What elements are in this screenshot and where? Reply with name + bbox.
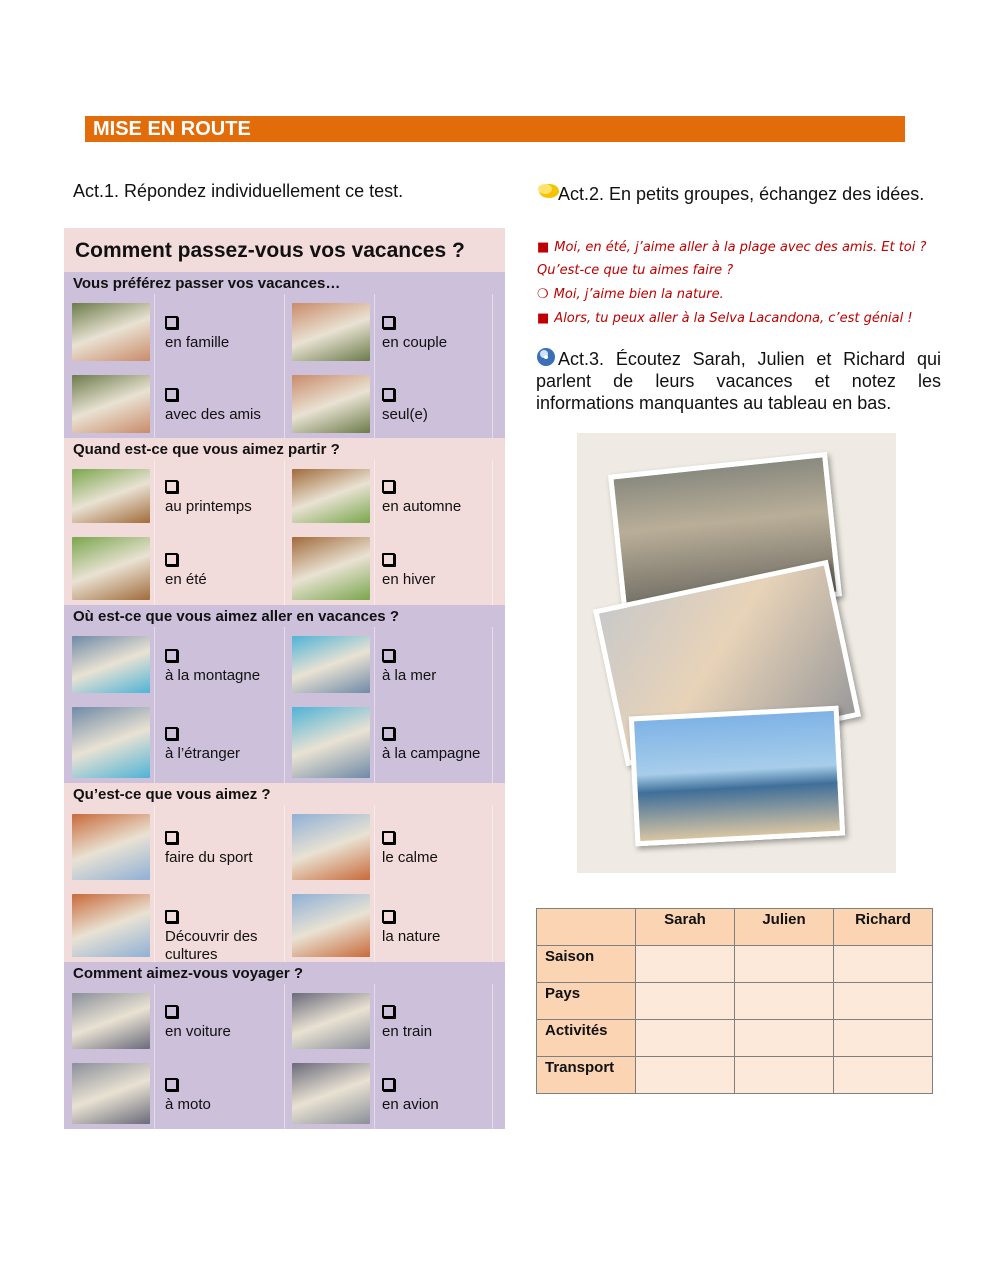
answer-cell[interactable] — [636, 983, 735, 1020]
survey-option[interactable] — [382, 1005, 492, 1041]
answer-cell[interactable] — [636, 946, 735, 983]
option-photo — [292, 375, 370, 433]
option-photo — [72, 303, 150, 361]
cell-divider — [492, 627, 493, 783]
survey-option[interactable] — [165, 649, 275, 685]
column-header: Richard — [834, 909, 933, 946]
checkbox-icon[interactable] — [165, 649, 178, 662]
option-label: en voiture — [165, 1023, 231, 1040]
survey-option[interactable] — [165, 910, 275, 964]
answer-cell[interactable] — [834, 983, 933, 1020]
survey-option[interactable] — [165, 388, 275, 424]
dialogue-line — [537, 263, 733, 278]
table-row — [537, 983, 933, 1020]
option-photo — [292, 1063, 370, 1124]
option-photo — [72, 707, 150, 778]
option-photo — [292, 469, 370, 523]
activity-2-instruction — [536, 183, 936, 205]
option-label: en couple — [382, 334, 448, 351]
answer-cell[interactable] — [735, 1020, 834, 1057]
dialogue-text: Qu’est-ce que tu aimes faire ? — [537, 263, 734, 278]
section-heading: Quand est-ce que vous aimez partir ? — [73, 441, 340, 458]
row-header: Pays — [537, 983, 636, 1020]
checkbox-icon[interactable] — [382, 553, 395, 566]
cell-divider — [154, 294, 155, 438]
survey-option[interactable] — [382, 831, 492, 867]
option-label: en avion — [382, 1095, 439, 1113]
cell-divider — [284, 627, 285, 783]
banner-title: MISE EN ROUTE — [93, 118, 251, 140]
cell-divider — [492, 984, 493, 1129]
survey-option[interactable] — [165, 553, 275, 589]
cell-divider — [154, 805, 155, 962]
checkbox-icon[interactable] — [382, 649, 395, 662]
option-photo — [72, 636, 150, 693]
audio-cd-icon — [536, 348, 556, 364]
option-label: à moto — [165, 1095, 211, 1113]
row-header: Saison — [537, 946, 636, 983]
survey-option[interactable] — [165, 831, 275, 867]
photo-collage — [577, 433, 896, 873]
cell-divider — [374, 460, 375, 605]
option-label: Découvrir des cultures — [165, 927, 258, 963]
option-photo — [72, 375, 150, 433]
option-label: en été — [165, 570, 207, 588]
listening-grid — [536, 908, 933, 1094]
checkbox-icon[interactable] — [382, 388, 395, 401]
survey-option[interactable] — [165, 1005, 275, 1041]
option-photo — [292, 303, 370, 361]
answer-cell[interactable] — [834, 1020, 933, 1057]
dialogue-text: Alors, tu peux aller à la Selva Lacandona, c’est génial ! — [554, 311, 913, 326]
checkbox-icon[interactable] — [165, 480, 178, 493]
dialogue-text: Moi, j’aime bien la nature. — [553, 287, 724, 302]
option-photo — [72, 469, 150, 523]
checkbox-icon[interactable] — [165, 388, 178, 401]
option-label: faire du sport — [165, 849, 253, 866]
option-photo — [72, 1063, 150, 1124]
table-row — [537, 1057, 933, 1094]
cell-divider — [154, 984, 155, 1129]
survey-option[interactable] — [382, 316, 492, 352]
answer-cell[interactable] — [636, 1057, 735, 1094]
survey-option[interactable] — [382, 480, 492, 516]
option-photo — [292, 894, 370, 957]
answer-cell[interactable] — [735, 1057, 834, 1094]
cell-divider — [374, 805, 375, 962]
checkbox-icon[interactable] — [165, 910, 178, 923]
option-photo — [72, 894, 150, 957]
column-header — [537, 909, 636, 946]
dialogue-text: Moi, en été, j’aime aller à la plage avec des amis. Et toi ? — [554, 240, 927, 255]
option-label: en hiver — [382, 570, 436, 588]
activity-2-text: Act.2. En petits groupes, échangez des idées. — [558, 184, 925, 204]
survey-option[interactable] — [382, 553, 492, 589]
checkbox-icon[interactable] — [382, 727, 395, 740]
row-header: Activités — [537, 1020, 636, 1057]
option-label: seul(e) — [382, 406, 428, 423]
option-label: le calme — [382, 849, 438, 866]
option-photo — [292, 537, 370, 600]
survey-option[interactable] — [382, 388, 492, 424]
column-header: Sarah — [636, 909, 735, 946]
survey-option[interactable] — [382, 910, 492, 946]
activity-3-text: Act.3. Écoutez Sarah, Julien et Richard qui parlent de leurs vacances et notez les informations manquantes au tableau en bas. — [536, 349, 941, 413]
option-label: avec des amis — [165, 406, 261, 423]
cell-divider — [284, 294, 285, 438]
option-photo — [292, 707, 370, 778]
photo-man-beach — [629, 706, 846, 847]
survey-option[interactable] — [382, 649, 492, 685]
checkbox-icon[interactable] — [165, 831, 178, 844]
dialogue-marker: ■ — [537, 311, 550, 326]
checkbox-icon[interactable] — [165, 316, 178, 329]
dialogue-line — [537, 287, 724, 302]
option-label: à la mer — [382, 666, 437, 684]
option-label: la nature — [382, 927, 441, 945]
survey-option[interactable] — [165, 316, 275, 352]
option-label: en train — [382, 1023, 433, 1040]
option-photo — [72, 993, 150, 1049]
survey-title-row — [64, 228, 505, 272]
answer-cell[interactable] — [735, 946, 834, 983]
dialogue-marker: ■ — [537, 240, 550, 255]
row-header: Transport — [537, 1057, 636, 1094]
survey-section — [64, 962, 505, 1129]
table-header-row — [537, 909, 933, 946]
checkbox-icon[interactable] — [382, 1078, 395, 1091]
checkbox-icon[interactable] — [382, 910, 395, 923]
cell-divider — [154, 627, 155, 783]
cell-divider — [284, 984, 285, 1129]
option-label: en famille — [165, 334, 230, 351]
section-heading: Où est-ce que vous aimez aller en vacances ? — [73, 608, 399, 625]
survey-section — [64, 438, 505, 605]
option-label: au printemps — [165, 498, 252, 515]
survey-option[interactable] — [382, 727, 492, 763]
cell-divider — [154, 460, 155, 605]
section-heading: Qu’est-ce que vous aimez ? — [73, 786, 271, 803]
dialogue-line — [537, 240, 926, 255]
cell-divider — [284, 460, 285, 605]
option-photo — [292, 636, 370, 693]
section-banner — [85, 116, 905, 142]
checkbox-icon[interactable] — [165, 727, 178, 740]
checkbox-icon[interactable] — [165, 553, 178, 566]
answer-cell[interactable] — [735, 983, 834, 1020]
checkbox-icon[interactable] — [382, 1005, 395, 1018]
activity-3-instruction — [536, 348, 941, 414]
table-row — [537, 1020, 933, 1057]
checkbox-icon[interactable] — [165, 1078, 178, 1091]
checkbox-icon[interactable] — [382, 831, 395, 844]
dialogue-line — [537, 311, 913, 326]
dialogue-marker: ❍ — [537, 287, 549, 302]
vacation-survey — [64, 228, 505, 1130]
answer-cell[interactable] — [834, 1057, 933, 1094]
option-photo — [72, 814, 150, 880]
checkbox-icon[interactable] — [382, 316, 395, 329]
option-label: en automne — [382, 498, 462, 515]
cell-divider — [374, 984, 375, 1129]
survey-option[interactable] — [382, 1078, 492, 1114]
checkbox-icon[interactable] — [382, 480, 395, 493]
survey-title: Comment passez-vous vos vacances ? — [75, 239, 465, 262]
cell-divider — [492, 460, 493, 605]
option-label: à l’étranger — [165, 744, 241, 762]
option-photo — [72, 537, 150, 600]
cell-divider — [374, 627, 375, 783]
cell-divider — [284, 805, 285, 962]
survey-option[interactable] — [165, 727, 275, 763]
activity-1-instruction: Act.1. Répondez individuellement ce test. — [73, 181, 404, 201]
section-heading: Comment aimez-vous voyager ? — [73, 965, 304, 982]
table-row — [537, 946, 933, 983]
answer-cell[interactable] — [834, 946, 933, 983]
survey-option[interactable] — [165, 480, 275, 516]
survey-section — [64, 605, 505, 783]
column-header: Julien — [735, 909, 834, 946]
option-photo — [292, 993, 370, 1049]
checkbox-icon[interactable] — [165, 1005, 178, 1018]
option-label: à la montagne — [165, 666, 261, 684]
survey-section — [64, 272, 505, 438]
section-heading: Vous préférez passer vos vacances… — [73, 275, 341, 292]
speech-bubble-icon — [536, 183, 556, 199]
answer-cell[interactable] — [636, 1020, 735, 1057]
option-label: à la campagne — [382, 744, 481, 762]
cell-divider — [374, 294, 375, 438]
survey-section — [64, 783, 505, 962]
option-photo — [292, 814, 370, 880]
cell-divider — [492, 805, 493, 962]
cell-divider — [492, 294, 493, 438]
survey-option[interactable] — [165, 1078, 275, 1114]
